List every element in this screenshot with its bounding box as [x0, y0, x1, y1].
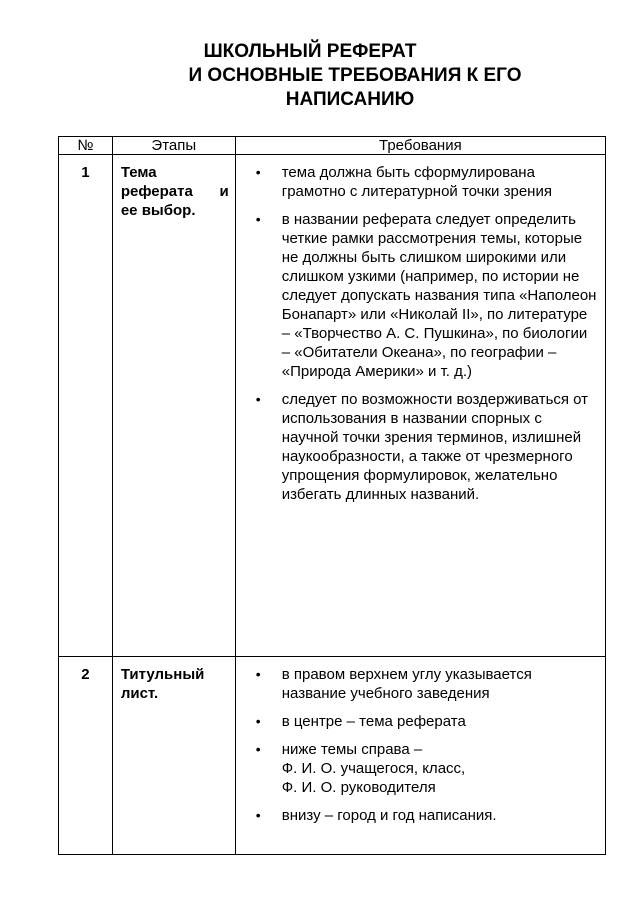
list-item-text: внизу – город и год написания. [281, 807, 497, 824]
list-item-text: тема должна быть сформулирована грамотно с литературной точки зрения [281, 164, 552, 200]
table-row [59, 657, 606, 855]
list-item-subline: Ф. И. О. учащегося, класс, [281, 760, 466, 777]
stage-text: Тема [120, 164, 157, 181]
page-title [0, 40, 640, 112]
title-line-2: И ОСНОВНЫЕ ТРЕБОВАНИЯ К ЕГО [188, 65, 522, 86]
stage-text: ее выбор. [120, 202, 196, 219]
row-number: 2 [59, 657, 113, 855]
header-num: № [59, 137, 113, 155]
list-item-text: в центре – тема реферата [281, 713, 466, 730]
stage-cell [112, 657, 235, 855]
bullet-icon: • [255, 211, 261, 227]
title-line-3: НАПИСАНИЮ [285, 89, 415, 110]
stage-cell [112, 155, 235, 657]
stage-text: лист. [120, 685, 159, 702]
list-item [236, 210, 597, 381]
list-item-text: в названии реферата следует определить четкие рамки рассмотрения темы, которые не должны быть слишком широкими или слишком узкими (например, по истории не следует допускать названия типа «Наполеон Бонапарт» или «Николай II», по литературе – «Творчество А. С. Пушкина», по биологии – «Обитатели Океана», по географии – «Природа Америки» и т. д.) [281, 211, 597, 380]
requirements-cell [235, 657, 605, 855]
header-stage: Этапы [112, 137, 235, 155]
list-item [236, 390, 597, 504]
row-number: 1 [59, 155, 113, 657]
header-requirements: Требования [235, 137, 605, 155]
bullet-icon: • [255, 713, 261, 729]
list-item [236, 163, 597, 201]
list-item [236, 712, 597, 731]
requirements-table [58, 136, 606, 855]
bullet-icon: • [255, 391, 261, 407]
table-header-row [59, 137, 606, 155]
table-row [59, 155, 606, 657]
bullet-icon: • [255, 807, 261, 823]
stage-text: Титульный [120, 666, 205, 683]
list-item [236, 740, 597, 797]
requirements-cell [235, 155, 605, 657]
list-item-text: следует по возможности воздерживаться от использования в названии спорных с научной точки зрения терминов, излишней наукообразности, а также от чрезмерного упрощения формулировок, желательно избегать длинных названий. [281, 391, 589, 503]
list-item-text: в правом верхнем углу указывается название учебного заведения [281, 666, 532, 702]
requirements-list [236, 665, 597, 825]
list-item [236, 806, 597, 825]
stage-text: реферата и [120, 183, 229, 200]
list-item-subline: Ф. И. О. руководителя [281, 779, 436, 796]
list-item-text: ниже темы справа – [281, 741, 423, 758]
bullet-icon: • [255, 666, 261, 682]
requirements-list [236, 163, 597, 504]
title-line-1: ШКОЛЬНЫЙ РЕФЕРАТ [203, 41, 417, 62]
bullet-icon: • [255, 741, 261, 757]
list-item [236, 665, 597, 703]
bullet-icon: • [255, 164, 261, 180]
